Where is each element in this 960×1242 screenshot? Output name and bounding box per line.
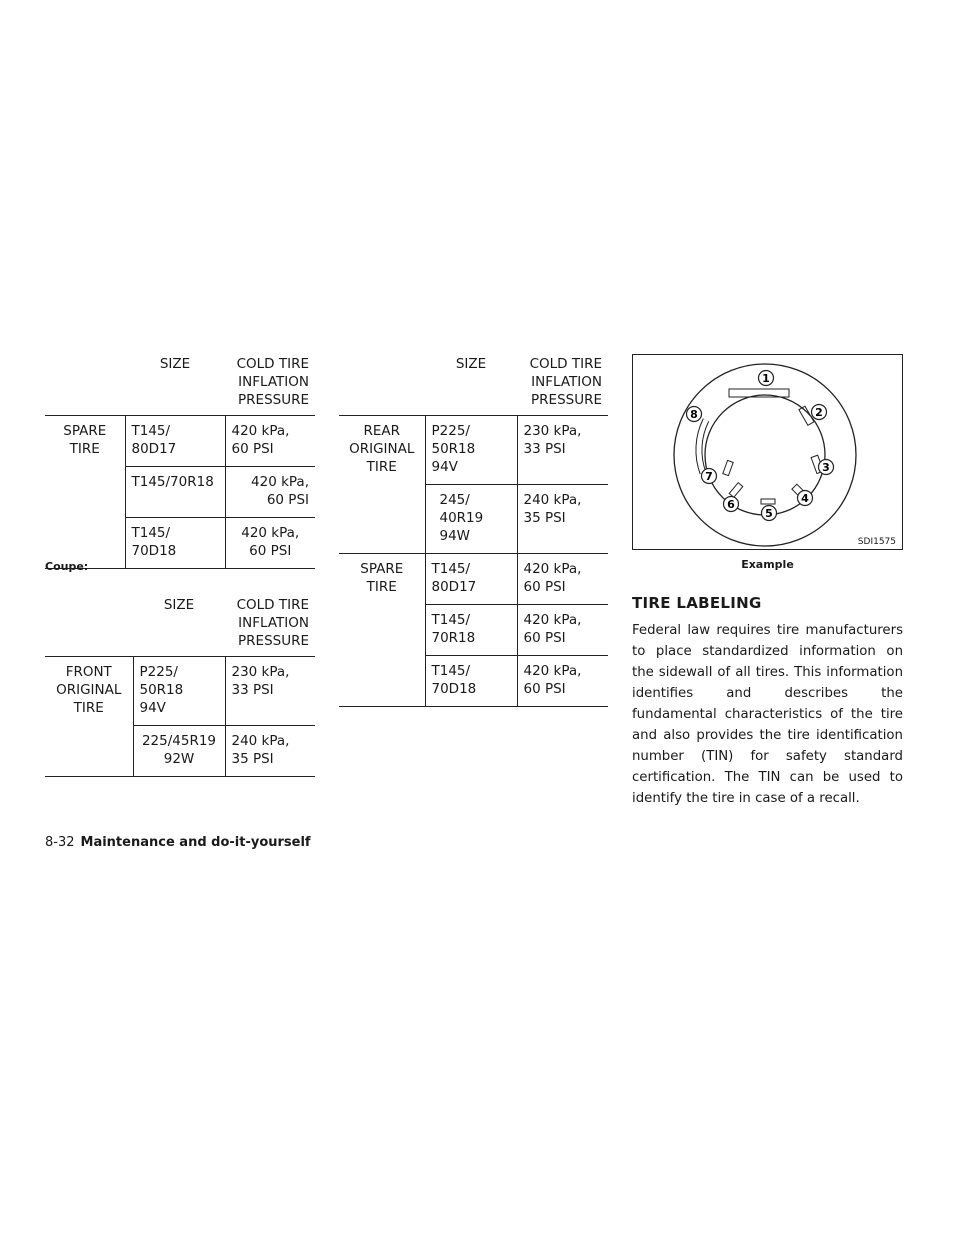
chapter-title: Maintenance and do-it-yourself — [80, 835, 311, 850]
tire-sidewall-figure — [632, 354, 903, 550]
pressure-cell: 420 kPa, 60 PSI — [225, 416, 315, 467]
callout-6: 6 — [727, 498, 735, 511]
section-body: Federal law requires tire manufacturers to place standardized information on the sidewall of all tires. This information identifies and describes the fundamental characteristics of the tire and also provides the tire identification number (TIN) for safety standard certification. The TIN can be used to identify the tire in case of a recall. — [632, 623, 903, 806]
page-number: 8-32 — [45, 835, 75, 850]
figure-code: SDI1575 — [857, 537, 896, 547]
size-cell: T145/70R18 — [125, 467, 225, 518]
size-cell: T145/ 80D17 — [425, 554, 517, 605]
pressure-cell: 420 kPa, 60 PSI — [517, 554, 608, 605]
pressure-cell: 420 kPa, 60 PSI — [517, 656, 608, 707]
callout-7: 7 — [705, 470, 713, 483]
label-marker — [729, 483, 743, 498]
size-cell: T145/ 70R18 — [425, 605, 517, 656]
rear-original-tire-label: REAR ORIGINAL TIRE — [339, 416, 425, 554]
page-footer — [45, 835, 311, 850]
size-cell: T145/ 70D18 — [125, 518, 225, 569]
callout-group — [687, 371, 834, 521]
pressure-cell: 420 kPa, 60 PSI — [225, 518, 315, 569]
callout-8: 8 — [690, 408, 698, 421]
pressure-header: COLD TIRE INFLATION PRESSURE — [225, 596, 315, 657]
coupe-front-tire-table — [45, 596, 315, 777]
callout-2: 2 — [815, 406, 823, 419]
pressure-cell: 230 kPa, 33 PSI — [517, 416, 608, 485]
pressure-cell: 420 kPa, 60 PSI — [225, 467, 315, 518]
size-header: SIZE — [125, 355, 225, 416]
size-cell: P225/ 50R18 94V — [133, 657, 225, 726]
label-marker — [761, 499, 775, 504]
pressure-header: COLD TIRE INFLATION PRESSURE — [225, 355, 315, 416]
callout-4: 4 — [801, 492, 809, 505]
size-cell: 245/ 40R19 94W — [425, 485, 517, 554]
callout-1: 1 — [762, 372, 770, 385]
pressure-cell: 230 kPa, 33 PSI — [225, 657, 315, 726]
pressure-cell: 240 kPa, 35 PSI — [517, 485, 608, 554]
size-header: SIZE — [133, 596, 225, 657]
pressure-cell: 420 kPa, 60 PSI — [517, 605, 608, 656]
spare-tire-label: SPARE TIRE — [45, 416, 125, 569]
spare-tire-table — [45, 355, 315, 569]
size-header: SIZE — [425, 355, 517, 416]
spare-tire-label: SPARE TIRE — [339, 554, 425, 707]
size-cell: P225/ 50R18 94V — [425, 416, 517, 485]
front-original-tire-label: FRONT ORIGINAL TIRE — [45, 657, 133, 777]
callout-3: 3 — [822, 461, 830, 474]
tire-sidewall-diagram — [633, 355, 901, 548]
pressure-header: COLD TIRE INFLATION PRESSURE — [517, 355, 608, 416]
section-title: TIRE LABELING — [632, 594, 762, 612]
size-cell: T145/ 70D18 — [425, 656, 517, 707]
pressure-cell: 240 kPa, 35 PSI — [225, 726, 315, 777]
callout-5: 5 — [765, 507, 773, 520]
coupe-label: Coupe: — [45, 560, 89, 573]
size-cell: 225/45R19 92W — [133, 726, 225, 777]
label-marker — [723, 460, 733, 475]
figure-caption: Example — [741, 558, 794, 571]
size-cell: T145/ 80D17 — [125, 416, 225, 467]
coupe-rear-spare-tire-table — [339, 355, 608, 707]
